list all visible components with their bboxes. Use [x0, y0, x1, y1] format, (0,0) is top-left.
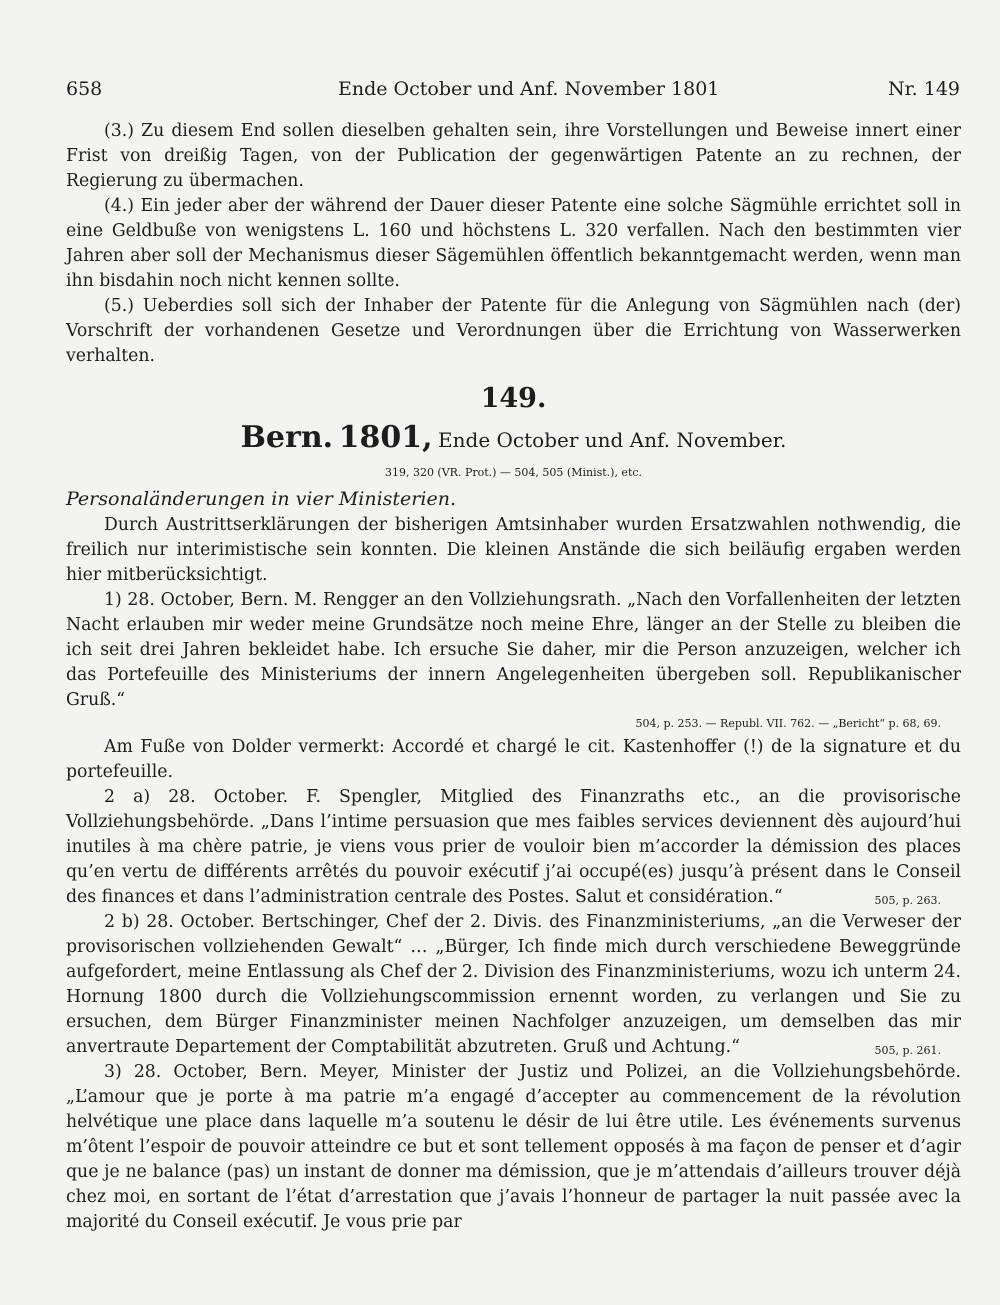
- paragraph-3: (3.) Zu diesem End sollen dieselben gehalten sein, ihre Vorstellungen und Beweise innert einer Frist von dreißig Tagen, von der Publication der gegenwärtigen Patente an zu rechnen, der Regierung zu übermachen.: [66, 121, 961, 191]
- page-number: 658: [66, 78, 103, 100]
- citation-1: 504, p. 253. — Republ. VII. 762. — „Bericht“ p. 68, 69.: [635, 717, 941, 730]
- section-year: 1801,: [338, 420, 433, 455]
- note-1: Am Fuße von Dolder vermerkt: Accordé et chargé le cit. Kastenhoffer (!) de la signature et du portefeuille.: [66, 737, 961, 782]
- section-heading: [66, 418, 961, 462]
- item-2a: 2 a) 28. October. F. Spengler, Mitglied des Finanzraths etc., an die provisorische Vollziehungsbehörde. „Dans l’intime persuasion que mes faibles services deviennent dès aujourd’hui inutiles à ma chère patrie, je viens vous prier de vouloir bien m’accorder la démission des places qu’en vertu de différents arrêtés du pouvoir exécutif j’ai occupé(es) jusqu’à présent dans le Conseil des finances et dans l’administration centrale des Postes. Salut et considération.“: [66, 787, 961, 907]
- document-number: Nr. 149: [888, 78, 960, 100]
- section-title: Personaländerungen in vier Ministerien.: [66, 488, 456, 510]
- page-body: [66, 119, 961, 1235]
- citation-2a: 505, p. 263.: [874, 894, 941, 907]
- running-header: [66, 78, 960, 106]
- intro-paragraph: Durch Austrittserklärungen der bisherigen Amtsinhaber wurden Ersatzwahlen nothwendig, die freilich nur interimistische sein konnten. Die kleinen Anstände die sich beiläufig ergaben werden hier mitberücksichtigt.: [66, 515, 961, 585]
- paragraph-4: (4.) Ein jeder aber der während der Dauer dieser Patente eine solche Sägmühle errichtet soll in eine Geldbuße von wenigstens L. 160 und höchstens L. 320 verfallen. Nach den bestimmten vier Jahren aber soll der Mechanismus dieser Sägemühlen öffentlich bekanntgemacht werden, wenn man ihn bisdahin noch nicht kennen sollte.: [66, 196, 961, 291]
- section-dates: Ende October und Anf. November.: [438, 428, 787, 452]
- section-place: Bern.: [240, 420, 334, 455]
- section-number: 149.: [480, 383, 547, 414]
- item-3: 3) 28. October, Bern. Meyer, Minister der Justiz und Polizei, an die Vollziehungsbehörde. „L’amour que je porte à ma patrie m’a engagé d’accepter au commencement de la révolution helvétique une place dans laquelle m’a soutenu le désir de lui être utile. Les événements survenus m’ôtent l’espoir de pouvoir atteindre ce but et sont tellement opposés à ma façon de penser et d’agir que je ne balance (pas) un instant de donner ma démission, que je m’attendais d’ailleurs trouver déjà chez moi, en sortant de l’état d’arrestation que j’avais l’honneur de partager la nuit passée avec la majorité du Conseil exécutif. Je vous prie par: [66, 1062, 961, 1232]
- section-sources: 319, 320 (VR. Prot.) — 504, 505 (Minist.), etc.: [384, 466, 643, 479]
- item-1: 1) 28. October, Bern. M. Rengger an den Vollziehungsrath. „Nach den Vorfallenheiten der letzten Nacht erlauben mir weder meine Grundsätze noch meine Ehre, länger an der Stelle zu bleiben die ich seit drei Jahren bekleidet habe. Ich ersuche Sie daher, mir die Person anzuzeigen, welcher ich das Portefeuille des Ministeriums der innern Angelegenheiten übergeben soll. Republikanischer Gruß.“: [66, 590, 961, 710]
- citation-2b: 505, p. 261.: [874, 1044, 941, 1057]
- paragraph-5: (5.) Ueberdies soll sich der Inhaber der Patente für die Anlegung von Sägmühlen nach (der) Vorschrift der vorhandenen Gesetze und Verordnungen über die Errichtung von Wasserwerken verhalten.: [66, 296, 961, 366]
- item-2b: 2 b) 28. October. Bertschinger, Chef der 2. Divis. des Finanzministeriums, „an die Verweser der provisorischen vollziehenden Gewalt“ … „Bürger, Ich finde mich durch verschiedene Beweggründe aufgefordert, meine Entlassung als Chef der 2. Division des Finanzministeriums, wozu ich unterm 24. Hornung 1800 durch die Vollziehungscommission ernennt worden, zu verlangen und Sie zu ersuchen, dem Bürger Finanzminister meinen Nachfolger anzuzeigen, um demselben das mir anvertraute Departement der Comptabilität abzutreten. Gruß und Achtung.“: [66, 912, 961, 1057]
- running-title: Ende October und Anf. November 1801: [338, 78, 720, 100]
